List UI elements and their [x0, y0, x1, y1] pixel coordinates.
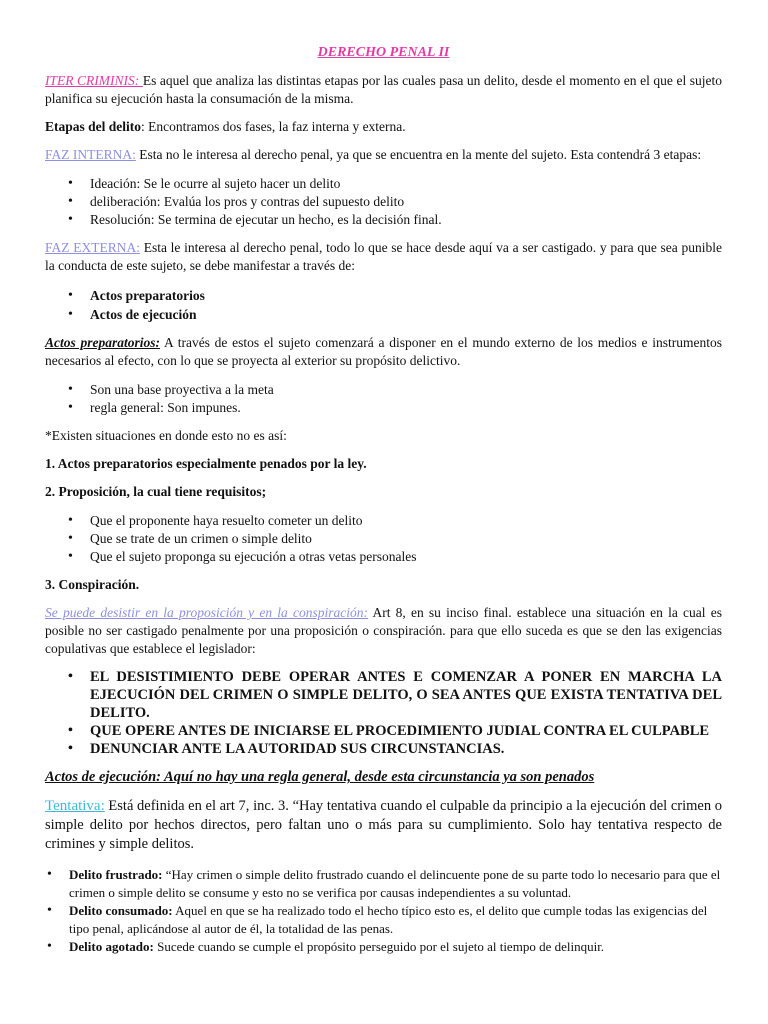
excepciones-intro: *Existen situaciones en donde esto no es así:: [45, 428, 287, 443]
list-item: [45, 305, 722, 324]
requisitos-list: [45, 512, 722, 566]
list-item: • DENUNCIAR ANTE LA AUTORIDAD SUS CIRCUNSTANCIAS.: [45, 740, 722, 758]
etapas-text: : Encontramos dos fases, la faz interna y externa.: [141, 119, 406, 134]
delito-agotado-label: Delito agotado:: [69, 939, 154, 954]
list-item: • Que el proponente haya resuelto cometer un delito: [45, 512, 722, 530]
actos-preparatorios-list: [45, 381, 722, 417]
excepcion-2: [45, 483, 722, 501]
delito-frustrado-text: “Hay crimen o simple delito frustrado cuando el delincuente pone de su parte todo lo necesario para que el crimen o simple delito se consume y esto no se verifica por causas independientes a su voluntad.: [69, 867, 721, 900]
desistir-paragraph: [45, 604, 722, 658]
iter-criminis-heading: ITER CRIMINIS:: [45, 73, 143, 88]
faz-interna-heading: FAZ INTERNA:: [45, 147, 136, 162]
delito-agotado-text: Sucede cuando se cumple el propósito perseguido por el sujeto al tiempo de delinquir.: [153, 939, 605, 954]
actos-preparatorios-heading: Actos preparatorios:: [45, 335, 160, 350]
excepcion-2-label: 2. Proposición, la cual tiene requisitos;: [45, 484, 267, 499]
list-item: • Ideación: Se le ocurre al sujeto hacer un delito: [45, 175, 722, 193]
iter-criminis-paragraph: [45, 72, 722, 108]
tentativa-text: Está definida en el art 7, inc. 3. “Hay tentativa cuando el culpable da principio a la ejecución del crimen o simple delito por hechos directos, pero faltan uno o más para su cumplimiento. Solo hay tentativa respecto de crimines y simple delitos.: [45, 798, 722, 852]
list-item: • Que se trate de un crimen o simple delito: [45, 530, 722, 548]
delitos-list: [45, 866, 722, 956]
list-item: [45, 902, 722, 938]
list-item: [45, 286, 722, 305]
list-item-label: Actos de ejecución: [90, 307, 197, 322]
actos-ejecucion-paragraph: [45, 768, 722, 787]
excepcion-3: [45, 576, 722, 594]
etapas-label: Etapas del delito: [45, 119, 142, 134]
faz-externa-heading: FAZ EXTERNA:: [45, 240, 140, 255]
desistir-heading: Se puede desistir en la proposición y en la conspiración:: [45, 605, 368, 620]
document-page: [45, 44, 722, 956]
tentativa-heading: Tentativa:: [45, 798, 105, 814]
excepcion-3-label: 3. Conspiración.: [45, 577, 140, 592]
actos-preparatorios-paragraph: [45, 334, 722, 370]
faz-externa-list: [45, 286, 722, 324]
iter-criminis-text: Es aquel que analiza las distintas etapas por las cuales pasa un delito, desde el momento en el que el sujeto planifica su ejecución hasta la consumación de la misma.: [45, 73, 722, 106]
list-item: • Que el sujeto proponga su ejecución a otras vetas personales: [45, 548, 722, 566]
faz-interna-text: Esta no le interesa al derecho penal, ya que se encuentra en la mente del sujeto. Esta contendrá 3 etapas:: [135, 147, 702, 162]
list-item: • QUE OPERE ANTES DE INICIARSE EL PROCEDIMIENTO JUDIAL CONTRA EL CULPABLE: [45, 722, 722, 740]
list-item-label: Actos preparatorios: [90, 288, 205, 303]
etapas-paragraph: [45, 118, 722, 136]
faz-externa-text: Esta le interesa al derecho penal, todo lo que se hace desde aquí va a ser castigado. y para que sea punible la conducta de este sujeto, se debe manifestar a través de:: [45, 240, 723, 273]
list-item: • Resolución: Se termina de ejecutar un hecho, es la decisión final.: [45, 211, 722, 229]
tentativa-paragraph: [45, 797, 722, 854]
list-item: • EL DESISTIMIENTO DEBE OPERAR ANTES E COMENZAR A PONER EN MARCHA LA EJECUCIÓN DEL CRIMEN O SIMPLE DELITO, O SEA ANTES QUE EXISTA TENTATIVA DEL DELITO.: [45, 668, 722, 722]
faz-interna-paragraph: [45, 146, 722, 164]
excepcion-1: [45, 455, 722, 473]
list-item: • Son una base proyectiva a la meta: [45, 381, 722, 399]
faz-interna-list: [45, 175, 722, 229]
delito-consumado-text: Aquel en que se ha realizado todo el hecho típico esto es, el delito que cumple todas las exigencias del tipo penal, aplicándose al autor de él, la totalidad de las penas.: [69, 903, 708, 936]
faz-externa-paragraph: [45, 239, 722, 275]
delito-consumado-label: Delito consumado:: [69, 903, 173, 918]
desistir-text: Art 8, en su inciso final. establece una situación en la cual es posible no ser castigado penalmente por una proposición o conspiración. para que ello suceda es que se den las exigencias copulativas que establece el legislador:: [45, 605, 722, 656]
list-item: • regla general: Son impunes.: [45, 399, 722, 417]
delito-frustrado-label: Delito frustrado:: [69, 867, 163, 882]
excepcion-1-label: 1. Actos preparatorios especialmente penados por la ley.: [45, 456, 367, 471]
list-item: [45, 938, 722, 956]
desistir-list: [45, 668, 722, 758]
page-title: DERECHO PENAL II: [317, 45, 450, 60]
actos-preparatorios-text: A través de estos el sujeto comenzará a disponer en el mundo externo de los medios e instrumentos necesarios al efecto, con lo que se proyecta al exterior su propósito delictivo.: [45, 335, 722, 368]
list-item: • deliberación: Evalúa los pros y contras del supuesto delito: [45, 193, 722, 211]
actos-ejecucion-heading: Actos de ejecución: Aquí no hay una regla general, desde esta circunstancia ya son penados: [45, 769, 595, 785]
list-item: [45, 866, 722, 902]
